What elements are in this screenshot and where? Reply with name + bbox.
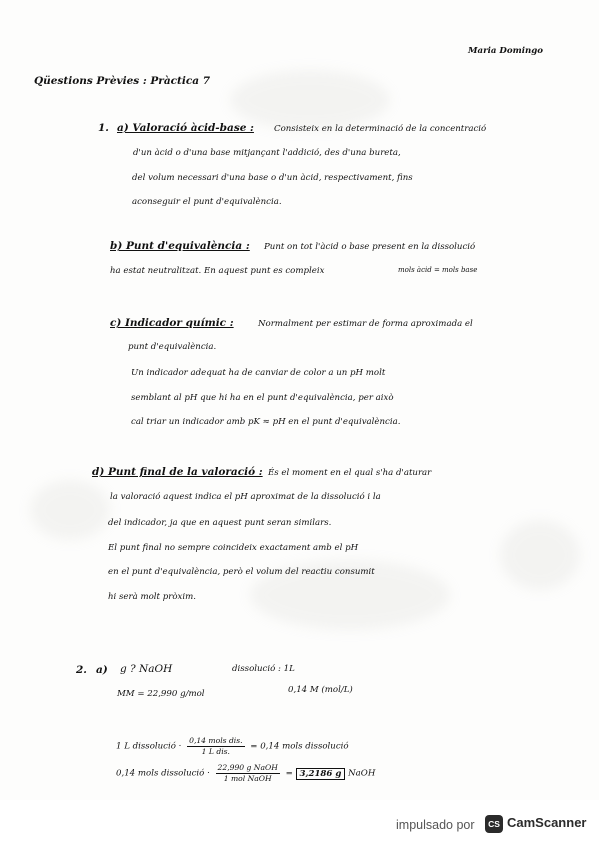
calc-2-fraction: [216, 764, 280, 782]
page-title: Qüestions Prèvies : Pràctica 7: [34, 75, 211, 87]
calc-2-equals: =: [285, 768, 293, 779]
calc-2-unit: NaOH: [348, 768, 376, 779]
q2-concentration: 0,14 M (mol/L): [288, 685, 353, 695]
q1d-line: hi serà molt pròxim.: [108, 592, 196, 602]
q2-volume: dissolució : 1L: [232, 664, 295, 674]
question-1-number: 1.: [98, 122, 109, 134]
calc-1-start: 1 L dissolució ·: [116, 741, 182, 752]
calc-2-denominator: 1 mol NaOH: [223, 773, 272, 783]
bleed-mark: [230, 70, 390, 130]
q1d-line: la valoració aquest indica el pH aproximat de la dissolució i la: [110, 492, 381, 502]
q1c-line: punt d'equivalència.: [128, 342, 217, 352]
calc-line-2: [116, 764, 375, 782]
q1c-line: semblant al pH que hi ha en el punt d'equivalència, per això: [131, 393, 394, 403]
calc-1-denominator: 1 L dis.: [201, 746, 230, 756]
q1c-line: cal triar un indicador amb pK ≈ pH en el punt d'equivalència.: [131, 417, 401, 427]
q1d-line: El punt final no sempre coincideix exactament amb el pH: [108, 543, 359, 553]
q1b-line: Punt on tot l'àcid o base present en la dissolució: [264, 242, 476, 252]
q1b-heading: b) Punt d'equivalència :: [110, 240, 250, 252]
calc-1-fraction: [187, 737, 244, 755]
camscanner-brand: CamScanner: [507, 815, 587, 830]
calc-2-numerator: 22,990 g NaOH: [217, 763, 278, 772]
q1c-heading: c) Indicador químic :: [110, 317, 234, 329]
powered-by-text: impulsado por: [396, 818, 475, 832]
q1d-line: És el moment en el qual s'ha d'aturar: [268, 468, 432, 478]
q1a-heading: a) Valoració àcid-base :: [117, 122, 254, 134]
q2-molar-mass: MM = 22,990 g/mol: [117, 689, 205, 699]
question-2-number: 2.: [76, 664, 87, 676]
bleed-mark: [30, 480, 110, 540]
calc-2-start: 0,14 mols dissolució ·: [116, 768, 210, 779]
calc-line-1: [116, 737, 349, 755]
q1a-line: aconseguir el punt d'equivalència.: [132, 197, 282, 207]
q1c-line: Normalment per estimar de forma aproximada el: [258, 319, 473, 329]
camscanner-logo-icon: CS: [485, 815, 503, 833]
calc-2-result-box: 3,2186 g: [296, 768, 346, 780]
calc-1-numerator: 0,14 mols dis.: [189, 736, 243, 745]
q1c-line: Un indicador adequat ha de canviar de color a un pH molt: [131, 368, 386, 378]
q1d-heading: d) Punt final de la valoració :: [92, 466, 263, 478]
q2-unknown: g ? NaOH: [120, 663, 173, 675]
author-name: Maria Domingo: [468, 46, 543, 56]
q1a-line: Consisteix en la determinació de la concentració: [274, 124, 487, 134]
calc-1-result: = 0,14 mols dissolució: [250, 741, 349, 752]
bleed-mark: [500, 520, 580, 590]
q1d-line: del indicador, ja que en aquest punt seran similars.: [108, 518, 332, 528]
q1d-line: en el punt d'equivalència, però el volum del reactiu consumit: [108, 567, 375, 577]
q1a-line: del volum necessari d'una base o d'un àcid, respectivament, fins: [132, 173, 413, 183]
q1b-line: ha estat neutralitzat. En aquest punt es compleix: [110, 266, 325, 276]
q1b-line: mols àcid = mols base: [398, 266, 478, 274]
q2-part-label: a): [96, 664, 108, 676]
q1a-line: d'un àcid o d'una base mitjançant l'addició, des d'una bureta,: [133, 148, 401, 158]
